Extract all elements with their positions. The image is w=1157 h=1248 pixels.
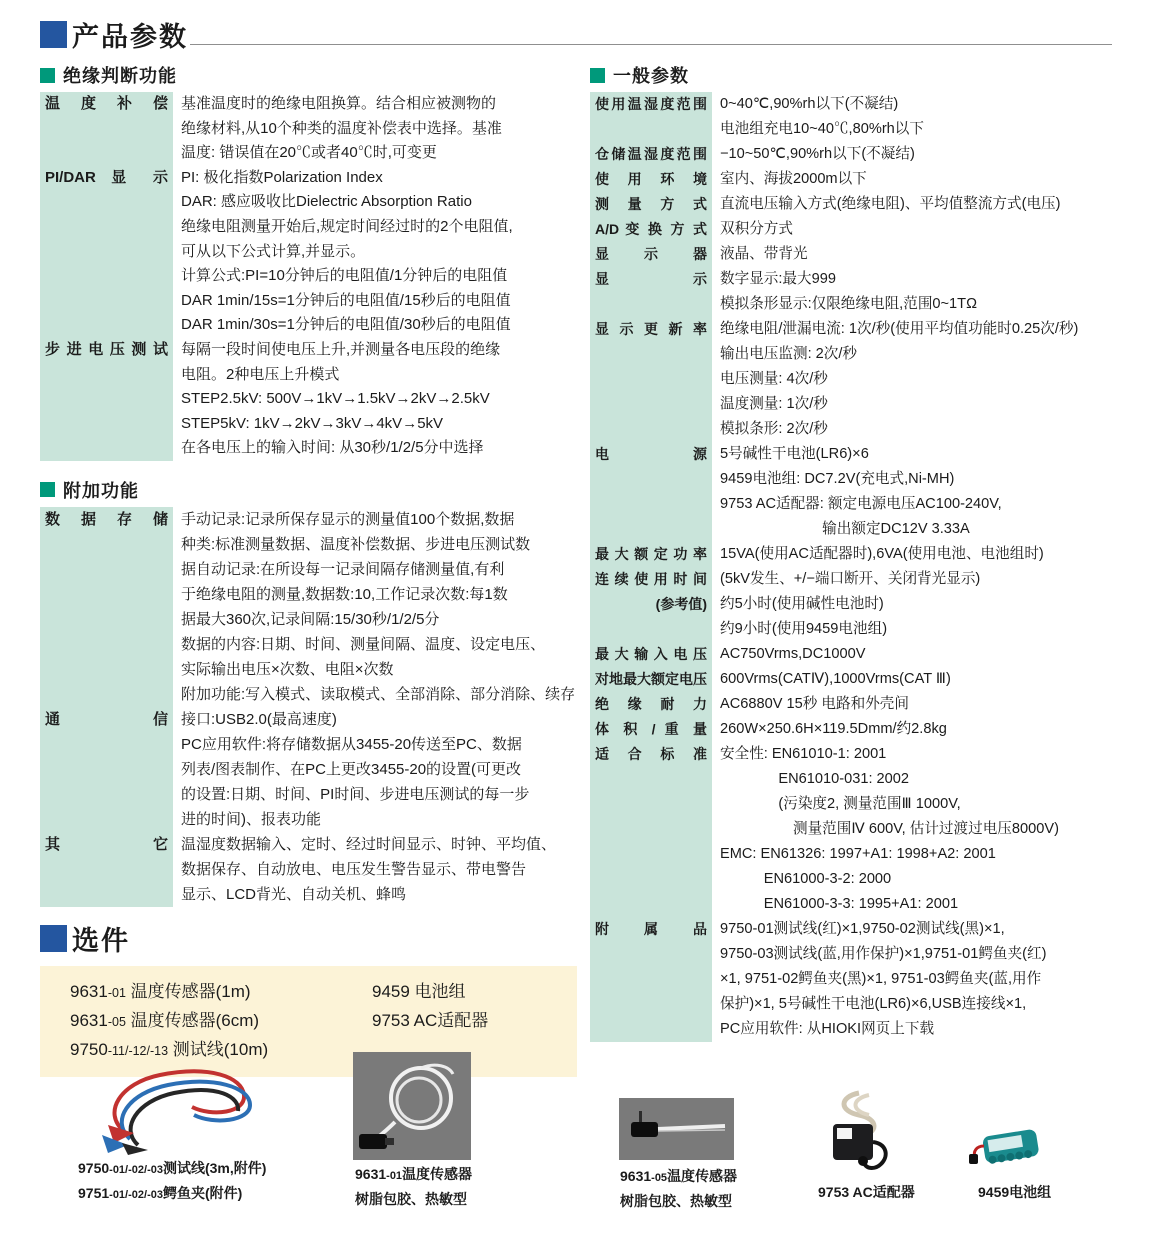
spec-line: 接口:USB2.0(最高速度): [181, 710, 337, 728]
table-row: [40, 507, 577, 707]
section-bullet-icon: [40, 68, 55, 83]
section-bullet-icon: [590, 68, 605, 83]
test-leads-image: [90, 1055, 275, 1155]
table-row: [590, 667, 1112, 692]
option-item: [70, 978, 372, 1007]
spec-line: 每隔一段时间使电压上升,并测量各电压段的绝缘: [181, 340, 501, 358]
row-label-cell: [590, 167, 712, 192]
spec-line: (污染度2, 测量范围Ⅲ 1000V,: [720, 796, 961, 812]
option-model-suffix: -05: [107, 1014, 126, 1029]
spec-line: 模拟条形显示:仅限绝缘电阻,范围0~1TΩ: [720, 296, 978, 312]
spec-line: 种类:标准测量数据、温度补偿数据、步进电压测试数: [181, 535, 531, 553]
row-content: [173, 92, 577, 166]
photo-caption: 9753 AC适配器: [818, 1184, 915, 1200]
row-label-cell: [590, 642, 712, 667]
spec-line: 9750-01测试线(红)×1,9750-02测试线(黑)×1,: [720, 921, 1005, 937]
row-content: [173, 507, 577, 707]
spec-line: 双积分方式: [720, 221, 793, 237]
caption-model: 9631: [355, 1166, 387, 1182]
section-title: 一般参数: [613, 66, 689, 86]
spec-line: 进的时间)、报表功能: [181, 810, 321, 828]
caption-name: 温度传感器: [667, 1168, 738, 1184]
page-title: [40, 15, 188, 54]
section-header-insulation: [40, 62, 577, 88]
table-row: [590, 442, 1112, 542]
table-row: [590, 317, 1112, 442]
section-bullet-icon: [40, 482, 55, 497]
option-model: 9753: [372, 1010, 410, 1030]
spec-line: 基准温度时的绝缘电阻换算。结合相应被测物的: [181, 95, 497, 112]
row-label-cell: [590, 317, 712, 442]
spec-line: 绝缘材料,从10个种类的温度补偿表中选择。基准: [181, 119, 502, 137]
spec-line: 15VA(使用AC适配器时),6VA(使用电池、电池组时): [720, 546, 1044, 562]
spec-line: 直流电压输入方式(绝缘电阻)、平均值整流方式(电压): [720, 196, 1061, 212]
row-label-cell: [590, 542, 712, 567]
row-label: 电 源: [595, 446, 707, 462]
spec-line: 据最大360次,记录间隔:15/30秒/1/2/5分: [181, 610, 440, 628]
option-model: 9750: [70, 1039, 108, 1059]
spec-line: 的设置:日期、时间、PI时间、步进电压测试的每一步: [181, 785, 530, 803]
spec-line: AC6880V 15秒 电路和外壳间: [720, 696, 909, 712]
product-photos: [40, 1050, 1117, 1245]
row-label-cell: [40, 338, 173, 461]
option-name: 温度传感器(6cm): [125, 1010, 260, 1030]
spec-line: ×1, 9751-02鳄鱼夹(黑)×1, 9751-03鳄鱼夹(蓝,用作: [720, 971, 1042, 987]
general-table: [590, 92, 1112, 1042]
spec-line: 模拟条形: 2次/秒: [720, 421, 828, 437]
spec-line: 电压测量: 4次/秒: [720, 371, 828, 387]
temp-sensor-6cm-image: [619, 1098, 734, 1160]
row-label-cell: [40, 832, 173, 907]
row-label: 对地最大额定电压: [595, 671, 707, 687]
row-label: 使用温湿度范围: [595, 96, 707, 112]
spec-line: −10~50℃,90%rh以下(不凝结): [720, 146, 915, 162]
ac-adapter-image: [827, 1090, 897, 1180]
spec-line: 数据的内容:日期、时间、测量间隔、温度、设定电压、: [181, 635, 546, 653]
row-label: 仓储温湿度范围: [595, 146, 707, 162]
spec-line: 数据保存、自动放电、电压发生警告显示、带电警告: [181, 860, 527, 878]
row-content: [712, 167, 1112, 192]
row-label-cell: [590, 692, 712, 717]
additional-table: [40, 507, 577, 907]
spec-line: 安全性: EN61010-1: 2001: [720, 746, 887, 762]
option-model: 9631: [70, 1010, 108, 1030]
table-row: [590, 192, 1112, 217]
caption-model-suffix: -01: [386, 1170, 403, 1182]
table-row: [590, 167, 1112, 192]
section-header-additional: [40, 477, 577, 503]
row-content: [712, 717, 1112, 742]
spec-line: 电池组充电10~40℃,80%rh以下: [720, 121, 924, 137]
row-content: [173, 166, 577, 338]
row-content: [712, 442, 1112, 542]
section-title: 附加功能: [63, 480, 139, 501]
row-label: 显 示 器: [595, 246, 707, 262]
row-label: 体 积 / 重 量: [595, 721, 707, 737]
spec-line: 9750-03测试线(蓝,用作保护)×1,9751-01鳄鱼夹(红): [720, 946, 1047, 962]
row-label-cell: [40, 507, 173, 707]
right-column: [590, 62, 1112, 1042]
spec-line: 电阻。2种电压上升模式: [181, 365, 340, 383]
title-rule: [190, 44, 1112, 45]
title-bullet-icon: [40, 925, 67, 952]
photo-caption: 9459电池组: [978, 1184, 1052, 1200]
row-label-cell: [590, 242, 712, 267]
spec-line: 液晶、带背光: [720, 246, 808, 262]
spec-line: 据自动记录:在所设每一记录间隔存储测量值,有利: [181, 560, 505, 578]
row-label: 步 进 电 压 测 试: [45, 340, 168, 358]
spec-line: 9753 AC适配器: 额定电源电压AC100-240V,: [720, 496, 1002, 512]
row-label-cell: [590, 442, 712, 542]
ac-adapter-photo: [827, 1090, 897, 1180]
spec-line: 5号碱性干电池(LR6)×6: [720, 446, 869, 462]
row-label: 绝 缘 耐 力: [595, 696, 707, 712]
row-content: [712, 242, 1112, 267]
row-label: PI/DAR 显 示: [45, 168, 168, 186]
row-content: [712, 917, 1112, 1042]
spec-line: 计算公式:PI=10分钟后的电阻值/1分钟后的电阻值: [181, 267, 508, 285]
row-label: 显 示 更 新 率: [595, 321, 707, 337]
spec-line: STEP2.5kV: 500V→1kV→1.5kV→2kV→2.5kV: [181, 390, 490, 408]
spec-line: 数字显示:最大999: [720, 271, 836, 287]
row-label-cell: [590, 142, 712, 167]
photo-caption: [620, 1164, 737, 1191]
row-content: [173, 832, 577, 907]
option-model: 9459: [372, 981, 410, 1001]
spec-line: DAR 1min/15s=1分钟后的电阻值/15秒后的电阻值: [181, 291, 511, 309]
row-label: 附 属 品: [595, 921, 707, 937]
table-row: [590, 267, 1112, 317]
spec-line: 室内、海拔2000m以下: [720, 171, 867, 187]
row-label: 连 续 使 用 时 间: [595, 571, 707, 587]
option-model-suffix: -11/-12/-13: [107, 1043, 169, 1058]
table-row: [590, 917, 1112, 1042]
table-row: [40, 166, 577, 338]
spec-line: EN61010-031: 2002: [720, 771, 910, 787]
caption-model: 9750: [78, 1160, 110, 1176]
title-bullet-icon: [40, 21, 67, 48]
row-label: 数 据 存 储: [45, 510, 168, 528]
table-row: [40, 338, 577, 461]
spec-line: 测量范围Ⅳ 600V, 估计过渡过电压8000V): [720, 821, 1059, 837]
row-label-cell: [590, 217, 712, 242]
table-row: [590, 717, 1112, 742]
row-label-cell: [40, 166, 173, 338]
spec-line: (5kV发生、+/−端口断开、关闭背光显示): [720, 571, 981, 587]
spec-line: 在各电压上的输入时间: 从30秒/1/2/5分中选择: [181, 439, 484, 457]
spec-line: 可从以下公式计算,并显示。: [181, 242, 366, 260]
caption-name: 鳄鱼夹(附件): [162, 1185, 243, 1201]
row-label-cell: [590, 92, 712, 142]
table-row: [590, 217, 1112, 242]
table-row: [40, 707, 577, 832]
row-label: 最 大 输 入 电 压: [595, 646, 707, 662]
caption-name: 测试线(3m,附件): [162, 1160, 267, 1176]
row-content: [712, 317, 1112, 442]
spec-line: 于绝缘电阻的测量,数据数:10,工作记录次数:每1数: [181, 585, 508, 603]
spec-line: DAR: 感应吸收比Dielectric Absorption Ratio: [181, 193, 472, 211]
battery-pack-photo: [967, 1122, 1045, 1177]
test-leads-photo: [90, 1055, 275, 1155]
spec-line: 附加功能:写入模式、读取模式、全部消除、部分消除、续存: [181, 685, 576, 703]
options-title-text: 选件: [72, 925, 130, 956]
row-content: [712, 742, 1112, 917]
row-sublabel: (参考值): [655, 596, 707, 612]
caption-name: 温度传感器: [402, 1166, 473, 1182]
temp-sensor-6cm-photo: [619, 1098, 734, 1160]
table-row: [590, 642, 1112, 667]
spec-line: PC应用软件:将存储数据从3455-20传送至PC、数据: [181, 735, 522, 753]
option-name: AC适配器: [409, 1010, 489, 1030]
row-content: [712, 642, 1112, 667]
spec-line: 0~40℃,90%rh以下(不凝结): [720, 96, 899, 112]
row-content: [712, 217, 1112, 242]
option-item: [70, 1007, 372, 1036]
temp-sensor-1m-photo: [353, 1052, 471, 1160]
spec-line: PC应用软件: 从HIOKI网页上下载: [720, 1021, 935, 1037]
option-item: [372, 1007, 488, 1036]
photo-caption: [78, 1181, 242, 1208]
spec-line: 输出电压监测: 2次/秒: [720, 346, 858, 362]
row-label-cell: [590, 192, 712, 217]
spec-line: STEP5kV: 1kV→2kV→3kV→4kV→5kV: [181, 414, 444, 432]
row-label-cell: [40, 707, 173, 832]
photo-caption: 树脂包胶、热敏型: [355, 1191, 467, 1207]
caption-model-suffix: -01/-02/-03: [109, 1189, 163, 1201]
row-content: [712, 142, 1112, 167]
spec-line: AC750Vrms,DC1000V: [720, 646, 866, 662]
left-column: [40, 62, 577, 1077]
option-item: [372, 978, 488, 1007]
row-content: [712, 267, 1112, 317]
row-label-cell: [590, 267, 712, 317]
row-label: 最 大 额 定 功 率: [595, 546, 707, 562]
row-label: A/D 变 换 方 式: [595, 221, 707, 237]
insulation-table: [40, 92, 577, 461]
row-content: [712, 542, 1112, 567]
photo-caption: [78, 1156, 266, 1183]
table-row: [590, 742, 1112, 917]
spec-line: 实际输出电压×次数、电阻×次数: [181, 660, 394, 678]
spec-line: 600Vrms(CATⅣ),1000Vrms(CAT Ⅲ): [720, 671, 951, 687]
spec-line: 约9小时(使用9459电池组): [720, 621, 888, 637]
caption-model-suffix: -05: [651, 1172, 668, 1184]
spec-line: 列表/图表制作、在PC上更改3455-20的设置(可更改: [181, 760, 522, 778]
table-row: [40, 832, 577, 907]
option-name: 测试线(10m): [168, 1039, 269, 1059]
spec-line: 手动记录:记录所保存显示的测量值100个数据,数据: [181, 510, 515, 528]
table-row: [590, 142, 1112, 167]
spec-line: PI: 极化指数Polarization Index: [181, 168, 383, 186]
options-title: [40, 919, 577, 958]
row-content: [712, 667, 1112, 692]
row-label: 适 合 标 准: [595, 746, 707, 762]
row-label-cell: [590, 917, 712, 1042]
spec-line: 9459电池组: DC7.2V(充电式,Ni-MH): [720, 471, 955, 487]
row-label-cell: [590, 567, 712, 642]
row-label-cell: [590, 717, 712, 742]
spec-line: 260W×250.6H×119.5Dmm/约2.8kg: [720, 721, 947, 737]
row-content: [173, 707, 577, 832]
option-name: 电池组: [409, 981, 466, 1001]
row-label-cell: [590, 667, 712, 692]
table-row: [590, 567, 1112, 642]
spec-line: DAR 1min/30s=1分钟后的电阻值/30秒后的电阻值: [181, 316, 511, 334]
spec-line: 显示、LCD背光、自动关机、蜂鸣: [181, 885, 407, 903]
caption-model: 9631: [620, 1168, 652, 1184]
section-title: 绝缘判断功能: [63, 66, 177, 86]
row-label-cell: [40, 92, 173, 166]
section-header-general: [590, 62, 1112, 88]
spec-line: 约5小时(使用碱性电池时): [720, 596, 884, 612]
table-row: [590, 542, 1112, 567]
spec-line: EMC: EN61326: 1997+A1: 1998+A2: 2001: [720, 846, 996, 862]
row-content: [712, 692, 1112, 717]
photo-caption: [355, 1162, 472, 1189]
row-content: [712, 92, 1112, 142]
spec-line: 输出额定DC12V 3.33A: [720, 521, 970, 537]
option-model-suffix: -01: [107, 985, 126, 1000]
row-label: 温 度 补 偿: [45, 95, 168, 112]
spec-line: 绝缘电阻测量开始后,规定时间经过时的2个电阻值,: [181, 217, 513, 235]
photo-caption: 树脂包胶、热敏型: [620, 1193, 732, 1209]
table-row: [590, 92, 1112, 142]
row-content: [712, 192, 1112, 217]
row-label: 使 用 环 境: [595, 171, 707, 187]
spec-line: 绝缘电阻/泄漏电流: 1次/秒(使用平均值功能时0.25次/秒): [720, 321, 1079, 337]
caption-model: 9751: [78, 1185, 110, 1201]
row-label: 测 量 方 式: [595, 196, 707, 212]
table-row: [590, 692, 1112, 717]
spec-line: 温湿度数据输入、定时、经过时间显示、时钟、平均值、: [181, 835, 557, 853]
row-label: 其 它: [45, 835, 168, 853]
spec-line: 保护)×1, 5号碱性干电池(LR6)×6,USB连接线×1,: [720, 996, 1027, 1012]
table-row: [40, 92, 577, 166]
temp-sensor-1m-image: [353, 1052, 471, 1160]
table-row: [590, 242, 1112, 267]
row-label-cell: [590, 742, 712, 917]
spec-line: 温度: 错误值在20℃或者40℃时,可变更: [181, 144, 437, 162]
spec-line: EN61000-3-2: 2000: [720, 871, 892, 887]
battery-pack-image: [967, 1122, 1045, 1177]
row-label: 显 示: [595, 271, 707, 287]
page-title-text: 产品参数: [72, 22, 188, 52]
row-content: [173, 338, 577, 461]
caption-model-suffix: -01/-02/-03: [109, 1164, 163, 1176]
option-name: 温度传感器(1m): [125, 981, 251, 1001]
spec-line: 温度测量: 1次/秒: [720, 396, 828, 412]
row-content: [712, 567, 1112, 642]
row-label: 通 信: [45, 710, 168, 728]
spec-line: EN61000-3-3: 1995+A1: 2001: [720, 896, 959, 912]
option-model: 9631: [70, 981, 108, 1001]
